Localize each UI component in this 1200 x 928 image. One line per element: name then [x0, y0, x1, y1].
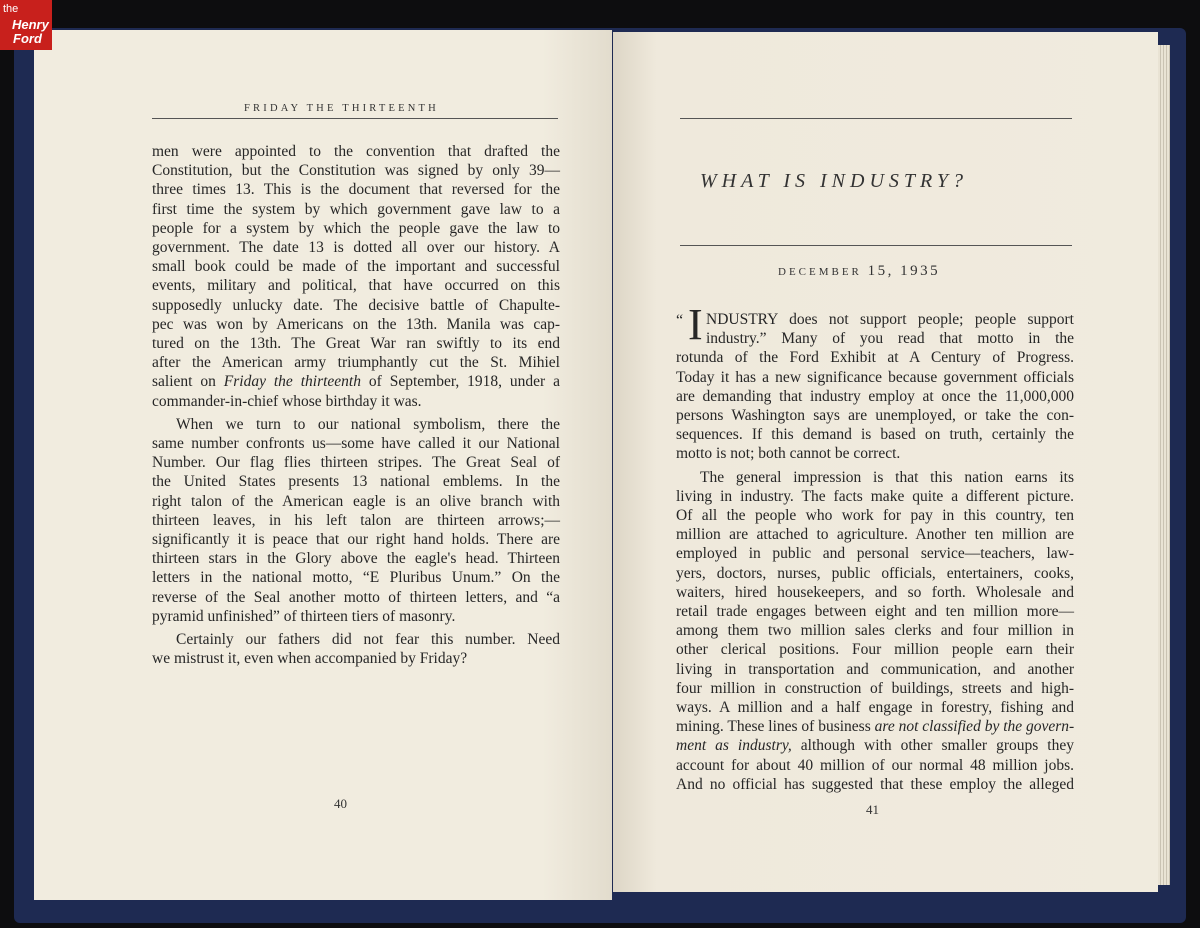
text-line: tured on the 13th. The Great War ran swiftly to its end	[152, 335, 560, 353]
text-line: supposedly unlucky date. The decisive battle of Chapulte-	[152, 296, 560, 314]
text-line: When we turn to our national symbolism, there the	[176, 415, 560, 433]
text-line: reverse of the Seal another motto of thirteen letters, and “a	[152, 588, 560, 606]
logo-the: the	[3, 3, 19, 15]
text-line: The general impression is that this nation earns its	[700, 468, 1074, 486]
text-line: first time the system by which government gave law to a	[152, 200, 560, 218]
text-line: after the American army triumphantly cut the St. Mihiel	[152, 354, 560, 372]
italic-phrase: are not classified by the govern-	[874, 718, 1075, 736]
text-line: Today it has a new significance because government officials	[676, 368, 1074, 386]
text-line: other clerical positions. Four million people earn their	[676, 641, 1074, 659]
text-fragment: salient on	[152, 373, 224, 391]
italic-phrase: Friday the thirteenth	[223, 373, 361, 391]
text-line: ways. A million and a half engage in forestry, fishing and	[676, 699, 1074, 717]
date-day: 15, 1935	[867, 263, 941, 279]
text-line: million are attached to agriculture. Another ten million are	[676, 526, 1074, 544]
text-line: retail trade engages between eight and ten million more—	[676, 603, 1074, 621]
logo-henry: Henry	[12, 17, 49, 32]
running-head: FRIDAY THE THIRTEENTH	[244, 103, 439, 114]
text-line: Number. Our flag flies thirteen stripes. The Great Seal of	[152, 454, 560, 472]
open-quote: “	[676, 312, 684, 329]
dateline	[778, 263, 940, 280]
text-line: And no official has suggested that these employ the alleged	[676, 775, 1074, 793]
text-fragment: of September, 1918, under a	[360, 373, 561, 391]
page-number-right: 41	[866, 802, 879, 817]
text-line: living in industry. The facts make quite a different picture.	[676, 487, 1074, 505]
text-line: significantly it is peace that our right hand holds. There are	[152, 531, 560, 549]
text-line: men were appointed to the convention that drafted the	[152, 143, 560, 160]
text-line: the United States presents 13 national emblems. In the	[152, 473, 560, 491]
text-line: four million in construction of buildings, streets and high-	[676, 679, 1074, 697]
text-line: waiters, hired housekeepers, and so forth. Wholesale and	[676, 583, 1074, 601]
text-line: pec was won by Americans on the 13th. Manila was cap-	[152, 315, 560, 333]
henry-ford-logo	[0, 0, 52, 50]
text-line: are demanding that industry employ at once the 11,000,000	[676, 387, 1074, 405]
chapter-title: WHAT IS INDUSTRY?	[700, 170, 968, 192]
text-line-italic	[152, 372, 560, 391]
text-line: events, military and political, that have occurred on this	[152, 277, 560, 295]
text-line: Certainly our fathers did not fear this number. Need	[176, 631, 560, 649]
text-line: people for a system by which the people gave the law to	[152, 219, 560, 237]
text-line: living in transportation and communication, and another	[676, 660, 1074, 678]
text-line: small book could be made of the important and successful	[152, 258, 560, 276]
text-line: rotunda of the Ford Exhibit at A Century of Progress.	[676, 349, 1074, 367]
date-month: DECEMBER	[778, 266, 862, 278]
text-line: account for about 40 million of our normal 48 million jobs.	[676, 756, 1074, 774]
top-rule	[680, 118, 1072, 119]
page-number-left: 40	[334, 796, 347, 811]
text-line: commander-in-chief whose birthday it was.	[152, 392, 422, 410]
text-line: pyramid unfinished” of thirteen tiers of masonry.	[152, 607, 456, 625]
text-line: Of all the people who work for pay in this country, ten	[676, 507, 1074, 525]
text-line: letters in the national motto, “E Pluribus Unum.” On the	[152, 569, 560, 587]
text-line: yers, doctors, nurses, public officials, entertainers, cooks,	[676, 564, 1074, 582]
text-line: government. The date 13 is dotted all over our history. A	[152, 239, 560, 257]
text-line: Constitution, but the Constitution was signed by only 39—	[152, 162, 560, 180]
title-rule	[680, 245, 1072, 246]
text-line-italic	[676, 717, 1074, 736]
text-line: among them two million sales clerks and four million in	[676, 622, 1074, 640]
page-edges	[1158, 45, 1170, 885]
drop-cap: I	[688, 300, 703, 349]
text-line: NDUSTRY does not support people; people support	[706, 311, 1074, 328]
text-line: persons Washington says are unemployed, or take the con-	[676, 407, 1074, 425]
text-line: we mistrust it, even when accompanied by Friday?	[152, 650, 468, 668]
text-line: industry.” Many of you read that motto in the	[706, 330, 1074, 348]
italic-phrase: ment as industry,	[676, 737, 792, 755]
logo-ford: Ford	[13, 31, 42, 46]
text-line: thirteen leaves, in his left talon are thirteen arrows;—	[152, 511, 560, 529]
header-rule	[152, 118, 558, 119]
left-body-text	[152, 142, 560, 668]
text-line: employed in public and personal service—teachers, law-	[676, 545, 1074, 563]
text-line: right talon of the American eagle is an olive branch with	[152, 492, 560, 510]
text-line: sequences. If this demand is based on truth, certainly the	[676, 426, 1074, 444]
text-line: same number confronts us—some have called it our National	[152, 435, 560, 453]
right-body-text	[676, 310, 1074, 794]
text-fragment: although with other smaller groups they	[791, 737, 1074, 755]
text-line: three times 13. This is the document that reversed for the	[152, 181, 560, 199]
text-line: thirteen stars in the Glory above the eagle's head. Thirteen	[152, 550, 560, 568]
text-fragment: mining. These lines of business	[676, 718, 875, 736]
text-line-italic	[676, 736, 1074, 755]
text-line: motto is not; both cannot be correct.	[676, 445, 901, 463]
